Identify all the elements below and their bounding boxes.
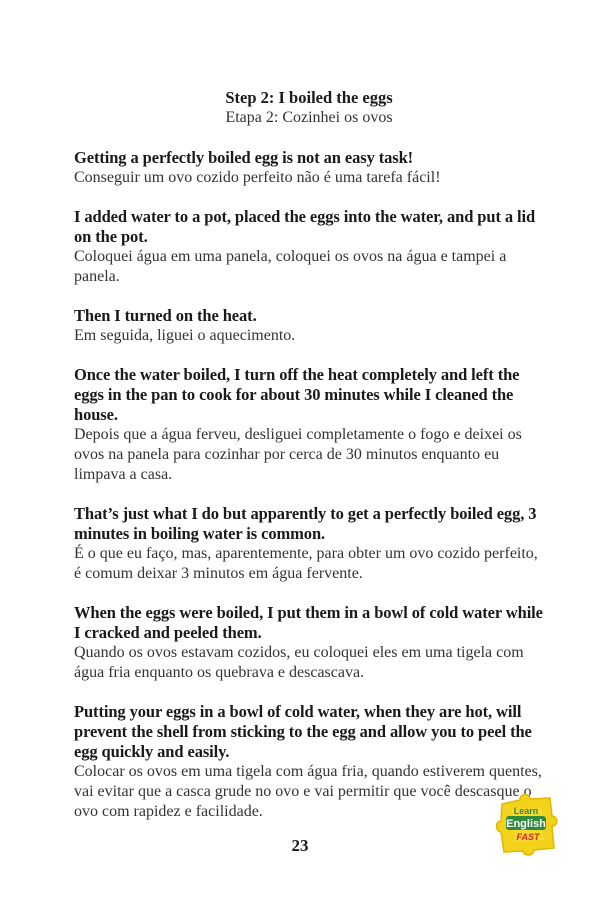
portuguese-translation: Depois que a água ferveu, desliguei completamente o fogo e deixei os ovos na panela para cozinhar por cerca de 30 minutos enquanto eu limpava a casa.: [74, 426, 522, 483]
paragraph-1: [74, 148, 544, 188]
portuguese-translation: Colocar os ovos em uma tigela com água fria, quando estiverem quentes, vai evitar que a casca grude no ovo e vai permitir que você descasque o ovo com rapidez e facilidade.: [74, 763, 542, 820]
paragraph-5: [74, 504, 544, 584]
portuguese-translation: Coloquei água em uma panela, coloquei os ovos na água e tampei a panela.: [74, 248, 507, 285]
paragraph-6: [74, 603, 544, 683]
english-sentence: Once the water boiled, I turn off the heat completely and left the eggs in the pan to cook for about 30 minutes while I cleaned the house.: [74, 365, 520, 424]
logo-word-english: English: [506, 818, 546, 830]
paragraph-3: [74, 306, 544, 346]
page-number: 23: [291, 836, 309, 855]
heading-english: Step 2: I boiled the eggs: [225, 88, 393, 107]
heading-portuguese: Etapa 2: Cozinhei os ovos: [225, 109, 393, 126]
portuguese-translation: É o que eu faço, mas, aparentemente, para obter um ovo cozido perfeito, é comum deixar 3 minutos em água fervente.: [74, 545, 538, 582]
section-heading: [74, 88, 544, 128]
portuguese-translation: Quando os ovos estavam cozidos, eu coloquei eles em uma tigela com água fria enquanto os quebrava e descascava.: [74, 644, 524, 681]
english-sentence: Putting your eggs in a bowl of cold water, when they are hot, will prevent the shell from sticking to the egg and allow you to peel the egg quickly and easily.: [74, 702, 532, 761]
logo-word-fast: FAST: [516, 832, 540, 842]
english-sentence: Then I turned on the heat.: [74, 306, 257, 325]
portuguese-translation: Conseguir um ovo cozido perfeito não é uma tarefa fácil!: [74, 169, 441, 186]
english-sentence: Getting a perfectly boiled egg is not an easy task!: [74, 148, 414, 167]
logo-word-learn: Learn: [513, 806, 539, 816]
english-sentence: I added water to a pot, placed the eggs into the water, and put a lid on the pot.: [74, 207, 536, 246]
paragraph-2: [74, 207, 544, 287]
paragraph-4: [74, 365, 544, 485]
portuguese-translation: Em seguida, liguei o aquecimento.: [74, 327, 296, 344]
paragraph-7: [74, 702, 544, 822]
page-content: [74, 88, 544, 841]
english-sentence: That’s just what I do but apparently to get a perfectly boiled egg, 3 minutes in boiling water is common.: [74, 504, 537, 543]
english-sentence: When the eggs were boiled, I put them in a bowl of cold water while I cracked and peeled them.: [74, 603, 543, 642]
